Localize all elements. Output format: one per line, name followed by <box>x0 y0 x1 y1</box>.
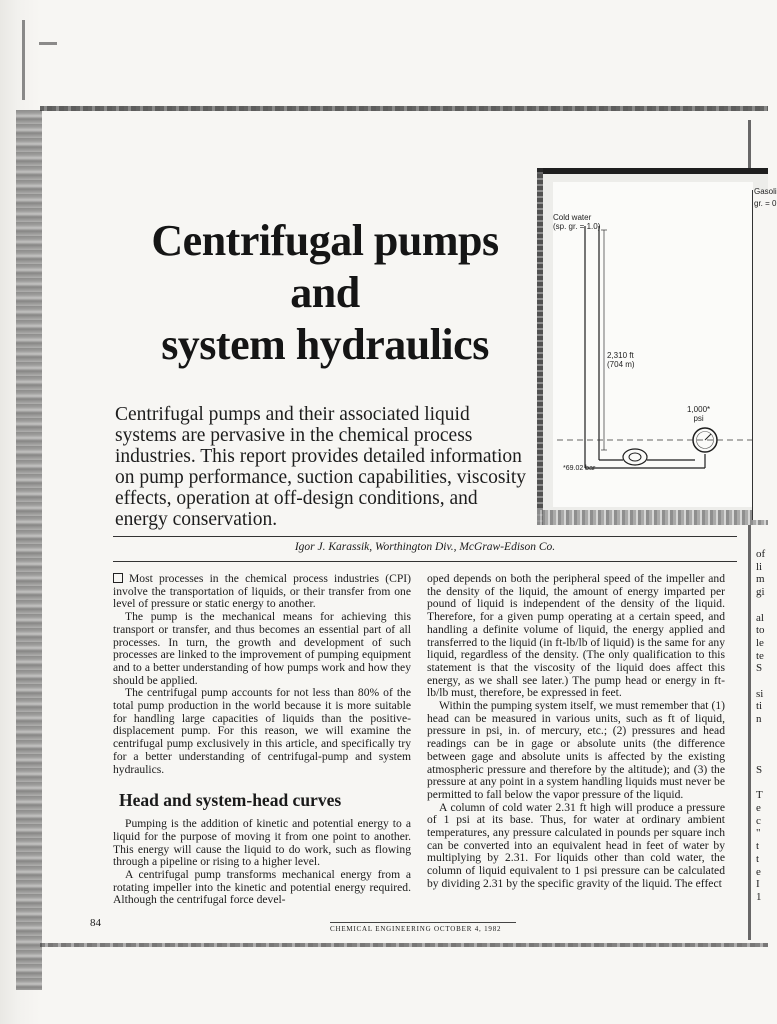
height-label-line: 2,310 ft <box>607 351 634 360</box>
adjacent-figure-edge <box>752 190 769 520</box>
lead-paragraph <box>113 573 411 611</box>
paragraph: A centrifugal pump transforms mechanical energy from a rotating impeller into the kinetic and potential energy required. Although the centrifugal force devel- <box>113 868 411 907</box>
byline: Igor J. Karassik, Worthington Div., McGraw-Edison Co. <box>294 541 556 553</box>
water-label-line: (sp. gr. = 1.0) <box>553 222 601 231</box>
body-column-1 <box>113 573 411 907</box>
water-label <box>553 213 600 231</box>
title-line-3: system hydraulics <box>161 320 489 369</box>
paragraph: oped depends on both the peripheral speed of the impeller and the density of the liquid, the amount of energy imparted per pound of liquid is independent of the density of the liquid. Therefore, for a given pump operating at a certain speed, and handling a definite volume of liquid, the energy applied and transferred to the liquid (in ft-lb/lb of liquid) is the same for any liquid, regardless of the density. (The only qualification to this statement is that the viscosity of the liquid does affect this energy, as we shall see later.) The pump head or energy in ft-lb/lb must, therefore, be expressed in feet. <box>427 572 725 700</box>
paragraph: Within the pumping system itself, we must remember that (1) head can be measured in various units, such as ft of liquid, pressure in psi, in. of mercury, etc.; (2) pressures and head readings can be in gage or absolute units (the difference between gage and absolute units is affected by the existing atmospheric pressure and therefore by the altitude); and (3) the pressure at any point in a system handling liquids must never be permitted to fall below the vapor pressure of the liquid. <box>427 699 725 801</box>
pressure-label-line: psi <box>693 414 704 423</box>
article-deck: Centrifugal pumps and their associated liquid systems are pervasive in the chemical process industries. This report provides detailed information on pump performance, suction capabilities, viscosity effects, operation at off-design conditions, and energy conservation. <box>115 404 527 530</box>
section-heading: Head and system-head curves <box>119 790 342 811</box>
pressure-label <box>687 405 710 423</box>
article-title <box>110 215 540 371</box>
paragraph: The pump is the mechanical means for achieving this transport or transfer, and thus becomes an essential part of all processes. In turn, the growth and development of such processes are linked to the improvement of pumping equipment and to a better understanding of how pumps work and how they should be applied. <box>113 610 411 687</box>
paragraph: A column of cold water 2.31 ft high will produce a pressure of 1 psi at its base. Thus, for water at ordinary ambient temperatures, any pressure calculated in pounds per square inch can be converted into an equivalent head in feet of water by multiplying by 2.31. For liquids other than cold water, the column of liquid equivalent to 1 psi pressure can be calculated by dividing 2.31 by the specific gravity of the liquid. The effect <box>427 800 725 890</box>
paragraph-text: Most processes in the chemical process industries (CPI) involve the transportation of liquids, or their transfer from one level of pressure or static energy to another. <box>113 572 411 611</box>
page-number: 84 <box>90 917 101 929</box>
title-line-1: Centrifugal pumps <box>151 216 499 265</box>
running-footer: CHEMICAL ENGINEERING OCTOBER 4, 1982 <box>330 925 502 933</box>
paragraph: Pumping is the addition of kinetic and potential energy to a liquid for the purpose of moving it from one point to another. This energy will cause the liquid to do work, such as flowing through a pipeline or rising to a higher level. <box>113 817 411 869</box>
page-top-rule <box>40 106 768 111</box>
height-label-line: (704 m) <box>607 360 635 369</box>
scan-mark <box>22 20 73 100</box>
figure-footnote: *69.02 bar <box>563 465 596 472</box>
page-bottom-rule <box>40 943 768 947</box>
byline-rule <box>113 536 737 537</box>
pipe-coil <box>629 453 641 461</box>
footer-rule <box>330 922 516 923</box>
adjacent-figure-label: Gasoli gr. = 0 <box>754 187 777 208</box>
figure-frame <box>537 510 768 525</box>
adjacent-column-fragment: of li m gi al to le te S si ti n S T e c " t t e I 1 <box>756 548 766 903</box>
byline-rule <box>113 561 737 562</box>
paragraph: The centrifugal pump accounts for not less than 80% of the total pump production in the world because it is more suitable for handling large capacities of liquids than the positive-displacement pump. For this reason, we will examine the centrifugal pump exclusively in this article, and specifically try for a better understanding of centrifugal-pump and system hydraulics. <box>113 686 411 776</box>
lead-box-icon <box>113 573 123 583</box>
pressure-column-figure <box>537 168 768 525</box>
height-label <box>607 351 635 369</box>
pressure-label-line: 1,000* <box>687 405 711 414</box>
binding-shadow <box>16 110 42 990</box>
water-label-line: Cold water <box>553 213 592 222</box>
title-line-2: and <box>290 268 360 317</box>
pipe-coil <box>623 449 647 465</box>
body-column-2 <box>427 573 725 891</box>
